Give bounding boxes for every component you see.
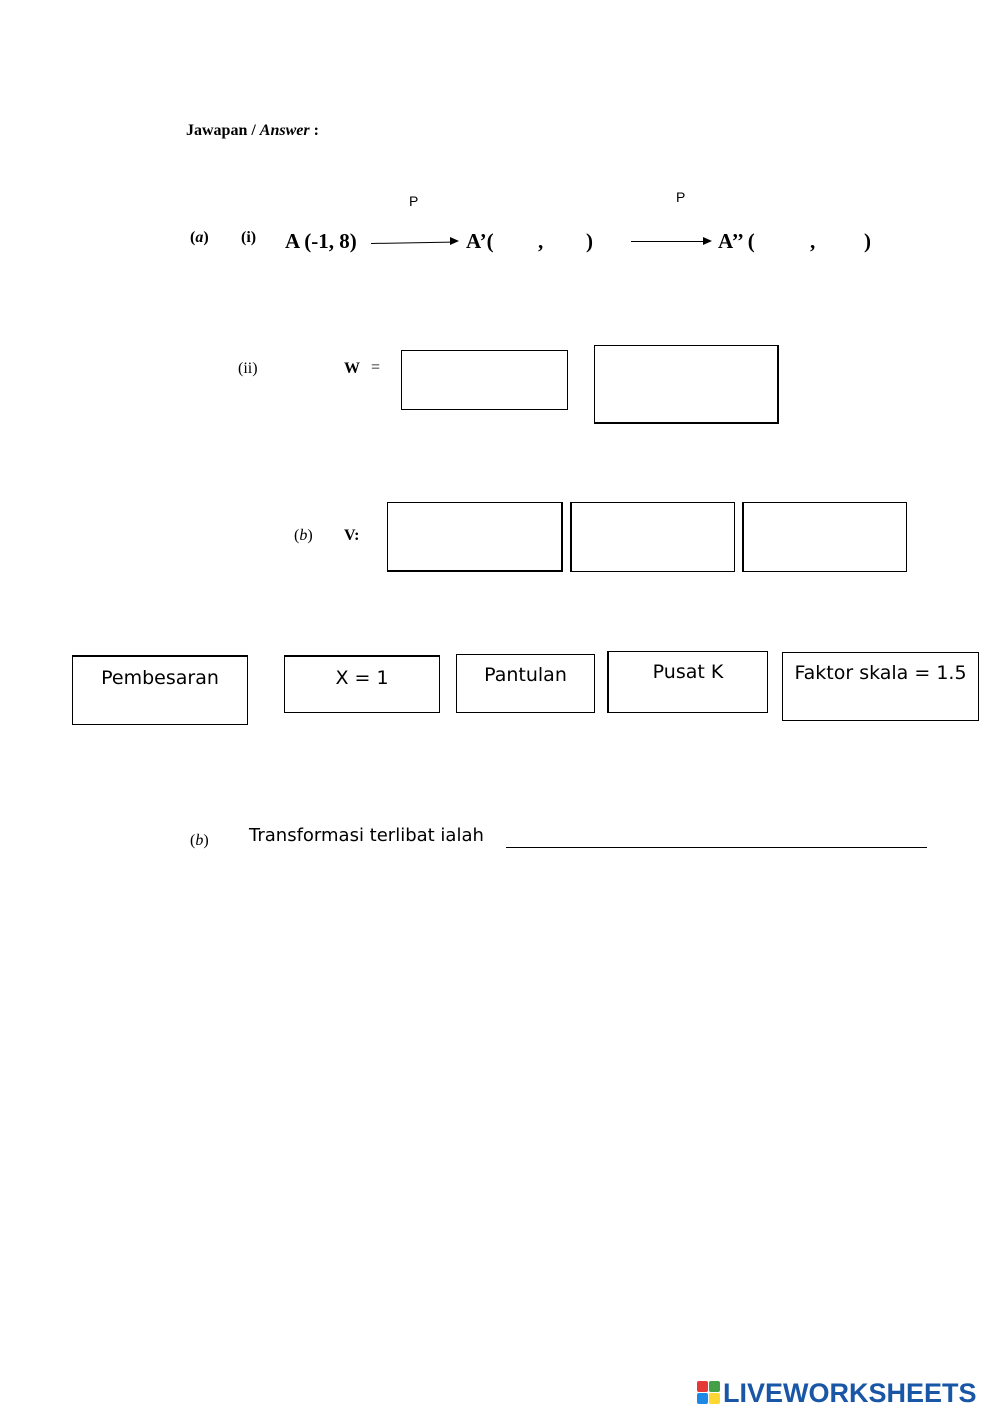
image-1-close: ) [586,229,593,253]
image-1-comma: , [538,229,544,253]
image-1-y-blank[interactable] [552,228,580,254]
arrow-1-label: P [409,193,419,209]
image-1-open: A’( [466,229,494,253]
v-answer-box-2[interactable] [570,502,735,572]
image-2-comma: , [810,229,816,253]
option-chip-label: Pusat K [652,661,724,683]
answer-heading-colon: : [309,122,319,139]
part-b-label: (b) [294,527,313,544]
liveworksheets-logo-icon [697,1381,721,1405]
transformation-answer-blank[interactable] [506,828,927,848]
image-2-y-blank[interactable] [824,228,860,254]
arrow-2-label: P [676,189,686,205]
option-chip-label: X = 1 [335,667,389,689]
w-equals: = [371,359,381,376]
answer-heading-italic: Answer [259,122,310,139]
image-2-open: A’’ ( [718,229,755,253]
answer-heading-label: Jawapan / [186,122,260,139]
sub-i-label: (i) [241,229,257,246]
option-chip-label: Pantulan [484,664,567,686]
option-chip-faktor-skala[interactable] [782,652,979,721]
sub-ii-label: (ii) [238,360,258,377]
option-chip-label: Faktor skala = 1.5 [794,662,967,684]
liveworksheets-logo [697,1377,977,1408]
image-1-x-blank[interactable] [506,228,532,254]
v-answer-box-3[interactable] [742,502,907,572]
option-chip-pusat-k[interactable] [607,651,768,713]
part-a-label: (a) [190,229,209,246]
arrow-1-head-icon [450,237,459,245]
w-answer-box-2[interactable] [594,345,779,424]
answer-heading [186,122,319,140]
option-chip-label: Pembesaran [101,667,219,689]
w-label: W [344,360,360,377]
part-b2-label: (b) [190,832,209,849]
liveworksheets-wordmark: LIVEWORKSHEETS [723,1377,977,1408]
image-2-close: ) [864,229,871,253]
option-chip-pantulan[interactable] [456,654,595,713]
v-label: V: [344,527,360,544]
option-chip-x-equals-1[interactable] [284,655,440,713]
option-chip-pembesaran[interactable] [72,655,248,725]
transformation-sentence: Transformasi terlibat ialah [249,825,484,846]
start-point-text: A (-1, 8) [285,229,357,253]
image-2-x-blank[interactable] [770,228,806,254]
w-answer-box-1[interactable] [401,350,568,410]
v-answer-box-1[interactable] [387,502,563,572]
arrow-2-head-icon [703,237,712,245]
